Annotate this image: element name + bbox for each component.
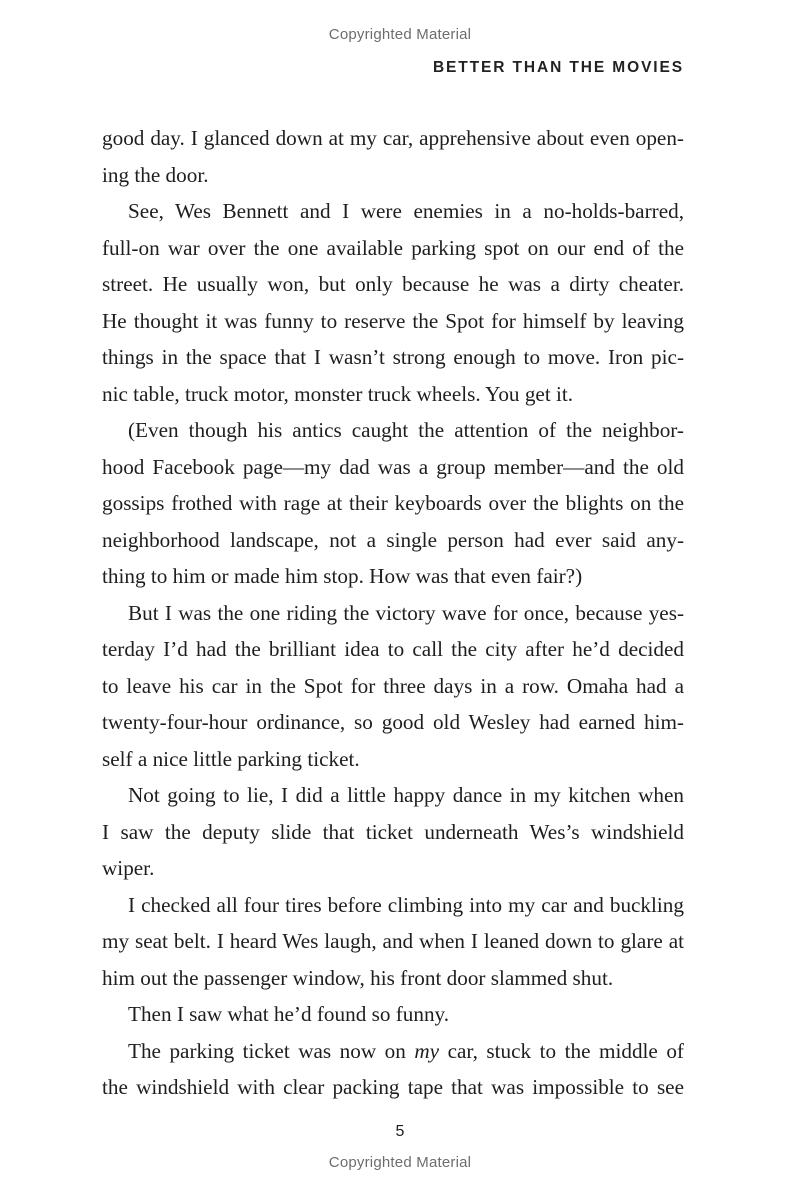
text-line: But I was the one riding the victory wave for once, because yes- xyxy=(128,600,684,625)
text-line: hood Facebook page—my dad was a group member—and the old xyxy=(102,454,684,479)
running-head-book-title: BETTER THAN THE MOVIES xyxy=(432,59,684,76)
text-line: I saw the deputy slide that ticket underneath Wes’s windshield xyxy=(102,819,684,844)
text-line: I checked all four tires before climbing into my car and buckling xyxy=(128,892,684,917)
text-line: thing to him or made him stop. How was that even fair?) xyxy=(102,564,583,588)
page-number: 5 xyxy=(395,1123,405,1140)
text-line: full-on war over the one available parking spot on our end of the xyxy=(102,235,684,260)
text-line: twenty-four-hour ordinance, so good old Wesley had earned him- xyxy=(102,710,684,734)
text-line: See, Wes Bennett and I were enemies in a no-holds-barred, xyxy=(128,199,684,223)
text-line: gossips frothed with rage at their keyboards over the blights on the xyxy=(102,491,684,515)
text-line: terday I’d had the brilliant idea to call the city after he’d decided xyxy=(102,637,684,661)
text-line: my seat belt. I heard Wes laugh, and when I leaned down to glare at xyxy=(102,929,684,953)
text-line: to leave his car in the Spot for three days in a row. Omaha had a xyxy=(102,673,684,698)
copyright-watermark-top: Copyrighted Material xyxy=(328,26,472,43)
text-run: car, stuck to the middle of xyxy=(439,1038,684,1063)
copyright-watermark-bottom: Copyrighted Material xyxy=(328,1154,472,1171)
text-line: neighborhood landscape, not a single person had ever said any- xyxy=(102,527,684,552)
text-line: Not going to lie, I did a little happy dance in my kitchen when xyxy=(128,783,684,807)
text-line: ing the door. xyxy=(102,162,209,187)
text-line: nic table, truck motor, monster truck wheels. You get it. xyxy=(102,381,574,406)
text-line: self a nice little parking ticket. xyxy=(102,746,360,771)
emphasized-word: my xyxy=(414,1038,440,1063)
text-line: the windshield with clear packing tape that was impossible to see xyxy=(102,1075,684,1099)
text-line-with-emphasis xyxy=(102,1033,684,1070)
text-line: street. He usually won, but only because he was a dirty cheater. xyxy=(102,272,684,296)
text-line: things in the space that I wasn’t strong enough to move. Iron pic- xyxy=(102,345,684,369)
text-line: He thought it was funny to reserve the Spot for himself by leaving xyxy=(102,308,684,333)
text-line: wiper. xyxy=(102,856,155,880)
text-line: (Even though his antics caught the attention of the neighbor- xyxy=(128,418,684,442)
text-line: Then I saw what he’d found so funny. xyxy=(128,1002,450,1026)
text-line: him out the passenger window, his front door slammed shut. xyxy=(102,965,614,990)
text-run: The parking ticket was now on xyxy=(128,1038,415,1063)
page-body-text xyxy=(102,120,684,1106)
text-line: good day. I glanced down at my car, apprehensive about even open- xyxy=(102,126,684,150)
